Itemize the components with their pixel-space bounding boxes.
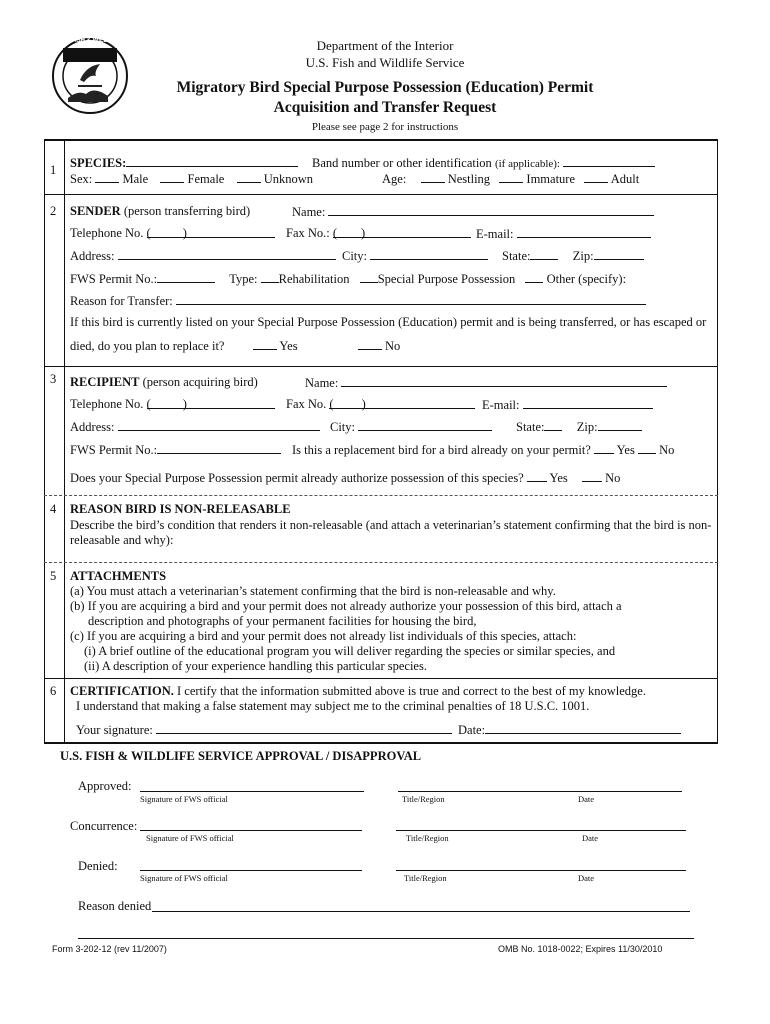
immature-label: Immature (526, 172, 576, 186)
sender-state-field[interactable] (530, 248, 558, 260)
reason-denied-field[interactable] (152, 911, 690, 912)
service-name: U.S. Fish and Wildlife Service (305, 55, 465, 70)
replace-question-line2: died, do you plan to replace it? (70, 339, 225, 353)
no-label: No (659, 443, 675, 457)
sender-paren: (person transferring bird) (123, 204, 251, 218)
logo-text: U.S. FISH & WILDLIFE SERVICE (58, 38, 149, 44)
yes-label: Yes (616, 443, 635, 457)
dept-name: Department of the Interior (316, 38, 454, 53)
replace-question-line1: If this bird is currently listed on your Special Purpose Possession (Education) permit and is being transferred, or has escaped or (70, 315, 707, 329)
sig-caption: Signature of FWS official (140, 794, 228, 804)
frame-bottom (44, 742, 718, 744)
recipient-fws-field[interactable] (157, 442, 281, 454)
cert-date-field[interactable] (485, 722, 681, 734)
section-number: 6 (50, 684, 57, 698)
recipient-name-field[interactable] (341, 375, 667, 387)
certification-line2: I understand that making a false statement may subject me to the criminal penalties of 18 U.S.C. 1001. (76, 699, 590, 713)
recipient-state-label: State: (516, 420, 545, 434)
divider-2 (44, 366, 718, 367)
rehab-label: Rehabilitation (278, 272, 350, 286)
sender-tel-label: Telephone No. (70, 226, 144, 240)
title-caption: Title/Region (404, 873, 447, 883)
sender-city-field[interactable] (370, 248, 488, 260)
recipient-address-label: Address: (70, 420, 115, 434)
sender-fws-label: FWS Permit No.: (70, 272, 158, 286)
form-title-line1: Migratory Bird Special Purpose Possession (Education) Permit (176, 79, 594, 96)
sender-label: SENDER (70, 204, 121, 218)
attachment-c-i: (i) A brief outline of the educational program you will deliver regarding the species or similar species, and (84, 644, 616, 658)
attachment-c: (c) If you are acquiring a bird and your permit does not already list individuals of this species, attach: (70, 629, 577, 643)
date-caption: Date (578, 794, 595, 804)
divider-5 (44, 678, 718, 679)
section-number: 4 (50, 502, 57, 516)
recipient-zip-label: Zip: (576, 420, 598, 434)
sender-name-field[interactable] (328, 204, 654, 216)
approved-title-date-field[interactable] (398, 791, 682, 792)
sender-name-label: Name: (292, 205, 326, 219)
no-label: No (384, 339, 401, 353)
divider-3 (44, 495, 718, 496)
section-number: 5 (50, 569, 57, 583)
section4-title: REASON BIRD IS NON-RELEASABLE (70, 502, 291, 516)
frame-left (44, 139, 45, 743)
sender-address-field[interactable] (118, 248, 336, 260)
form-title-line2: Acquisition and Transfer Request (273, 99, 497, 116)
recipient-tel-label: Telephone No. (70, 397, 144, 411)
yes-label: Yes (279, 339, 298, 353)
sender-fax-label: Fax No.: (286, 226, 330, 240)
sex-male-checkbox[interactable] (95, 171, 119, 183)
approval-title: U.S. FISH & WILDLIFE SERVICE APPROVAL / DISAPPROVAL (60, 749, 422, 763)
concurrence-label: Concurrence: (70, 819, 138, 833)
recipient-state-field[interactable] (544, 419, 562, 431)
certification-line1: I certify that the information submitted above is true and correct to the best of my knowledge. (176, 684, 646, 698)
reason-denied-label: Reason denied (78, 899, 152, 913)
other-label: Other (specify): (546, 272, 627, 286)
band-field[interactable] (563, 155, 655, 167)
age-immature-checkbox[interactable] (499, 171, 523, 183)
signature-label: Your signature: (76, 723, 153, 737)
spp-label: Special Purpose Possession (377, 272, 516, 286)
recipient-city-field[interactable] (358, 419, 492, 431)
attachment-b-line1: (b) If you are acquiring a bird and your permit does not already authorize your possession of this bird, attach a (70, 599, 622, 613)
section-number: 2 (50, 204, 57, 218)
instructions-note: Please see page 2 for instructions (311, 121, 459, 133)
recipient-zip-field[interactable] (598, 419, 642, 431)
sender-zip-label: Zip: (572, 249, 594, 263)
title-caption: Title/Region (402, 794, 445, 804)
recipient-name-label: Name: (305, 376, 339, 390)
sender-email-label: E-mail: (476, 227, 514, 241)
authorize-no-checkbox[interactable] (582, 470, 602, 482)
frame-top (44, 139, 718, 141)
approved-label: Approved: (78, 779, 132, 793)
certification-title: CERTIFICATION. (70, 684, 174, 698)
attachment-c-ii: (ii) A description of your experience handling this particular species. (84, 659, 427, 673)
male-label: Male (122, 172, 149, 186)
approved-signature-field[interactable] (140, 791, 364, 792)
sig-caption: Signature of FWS official (140, 873, 228, 883)
adult-label: Adult (610, 172, 640, 186)
reason-transfer-field[interactable] (176, 293, 646, 305)
sender-tel-field[interactable]: ( ) (147, 226, 275, 238)
sender-city-label: City: (342, 249, 368, 263)
band-label: Band number or other identification (312, 156, 492, 170)
type-label: Type: (229, 272, 258, 286)
sex-unknown-checkbox[interactable] (237, 171, 261, 183)
sender-fws-field[interactable] (157, 271, 215, 283)
form-number: Form 3-202-12 (rev 11/2007) (52, 944, 167, 954)
recipient-fax-field[interactable]: ( ) (329, 397, 475, 409)
concurrence-signature-field[interactable] (140, 830, 362, 831)
reason-transfer-label: Reason for Transfer: (70, 294, 173, 308)
recipient-paren: (person acquiring bird) (142, 375, 258, 389)
type-other-checkbox[interactable] (525, 271, 543, 283)
attachment-b-line2: description and photographs of your permanent facilities for housing the bird, (88, 614, 477, 628)
section-number: 1 (50, 163, 57, 177)
type-spp-checkbox[interactable] (360, 271, 378, 283)
divider-1 (44, 194, 718, 195)
recipient-fax-label: Fax No. (286, 397, 327, 411)
section5-title: ATTACHMENTS (70, 569, 167, 583)
sender-email-field[interactable] (517, 226, 651, 238)
title-caption: Title/Region (406, 833, 449, 843)
section-number: 3 (50, 372, 57, 386)
unknown-label: Unknown (263, 172, 314, 186)
replace-no-checkbox[interactable] (358, 338, 382, 350)
sex-female-checkbox[interactable] (160, 171, 184, 183)
omb-number: OMB No. 1018-0022; Expires 11/30/2010 (498, 944, 663, 954)
no-label: No (605, 471, 621, 485)
denied-label: Denied: (78, 859, 118, 873)
recipient-address-field[interactable] (118, 419, 320, 431)
concurrence-title-date-field[interactable] (396, 830, 686, 831)
recipient-tel-field[interactable]: ( ) (147, 397, 275, 409)
attachment-a: (a) You must attach a veterinarian’s statement confirming that the bird is non-releasable and why. (70, 584, 556, 598)
date-caption: Date (582, 833, 599, 843)
replacement-no-checkbox[interactable] (638, 442, 656, 454)
replacement-yes-checkbox[interactable] (594, 442, 614, 454)
recipient-email-field[interactable] (523, 397, 653, 409)
type-rehab-checkbox[interactable] (261, 271, 279, 283)
section4-line2: releasable and why): (70, 533, 174, 547)
nestling-label: Nestling (447, 172, 491, 186)
sender-address-label: Address: (70, 249, 115, 263)
reason-denied-field-line2[interactable] (78, 938, 694, 939)
authorize-question: Does your Special Purpose Possession permit already authorize possession of this species? (70, 471, 524, 485)
sex-label: Sex: (70, 172, 93, 186)
age-nestling-checkbox[interactable] (421, 171, 445, 183)
recipient-label: RECIPIENT (70, 375, 140, 389)
species-field[interactable] (126, 155, 298, 167)
denied-title-date-field[interactable] (396, 870, 686, 871)
recipient-city-label: City: (330, 420, 356, 434)
denied-signature-field[interactable] (140, 870, 362, 871)
sender-zip-field[interactable] (594, 248, 644, 260)
recipient-email-label: E-mail: (482, 398, 520, 412)
authorize-yes-checkbox[interactable] (527, 470, 547, 482)
sig-caption: Signature of FWS official (146, 833, 234, 843)
replace-yes-checkbox[interactable] (253, 338, 277, 350)
female-label: Female (187, 172, 225, 186)
sender-fax-field[interactable]: ( ) (333, 226, 471, 238)
yes-label: Yes (549, 471, 568, 485)
divider-4 (44, 562, 718, 563)
section4-line1: Describe the bird’s condition that renders it non-releasable (and attach a veterinarian’s statement confirming that the bird is non- (70, 518, 712, 532)
age-label: Age: (382, 172, 407, 186)
frame-right (717, 139, 718, 743)
replacement-question: Is this a replacement bird for a bird already on your permit? (292, 443, 591, 457)
recipient-fws-label: FWS Permit No.: (70, 443, 158, 457)
age-adult-checkbox[interactable] (584, 171, 608, 183)
cert-date-label: Date: (458, 723, 486, 737)
signature-field[interactable] (156, 722, 452, 734)
sender-state-label: State: (502, 249, 531, 263)
species-label: SPECIES: (70, 156, 127, 170)
number-column-divider (64, 139, 65, 743)
date-caption: Date (578, 873, 595, 883)
band-paren: (if applicable): (494, 158, 560, 170)
